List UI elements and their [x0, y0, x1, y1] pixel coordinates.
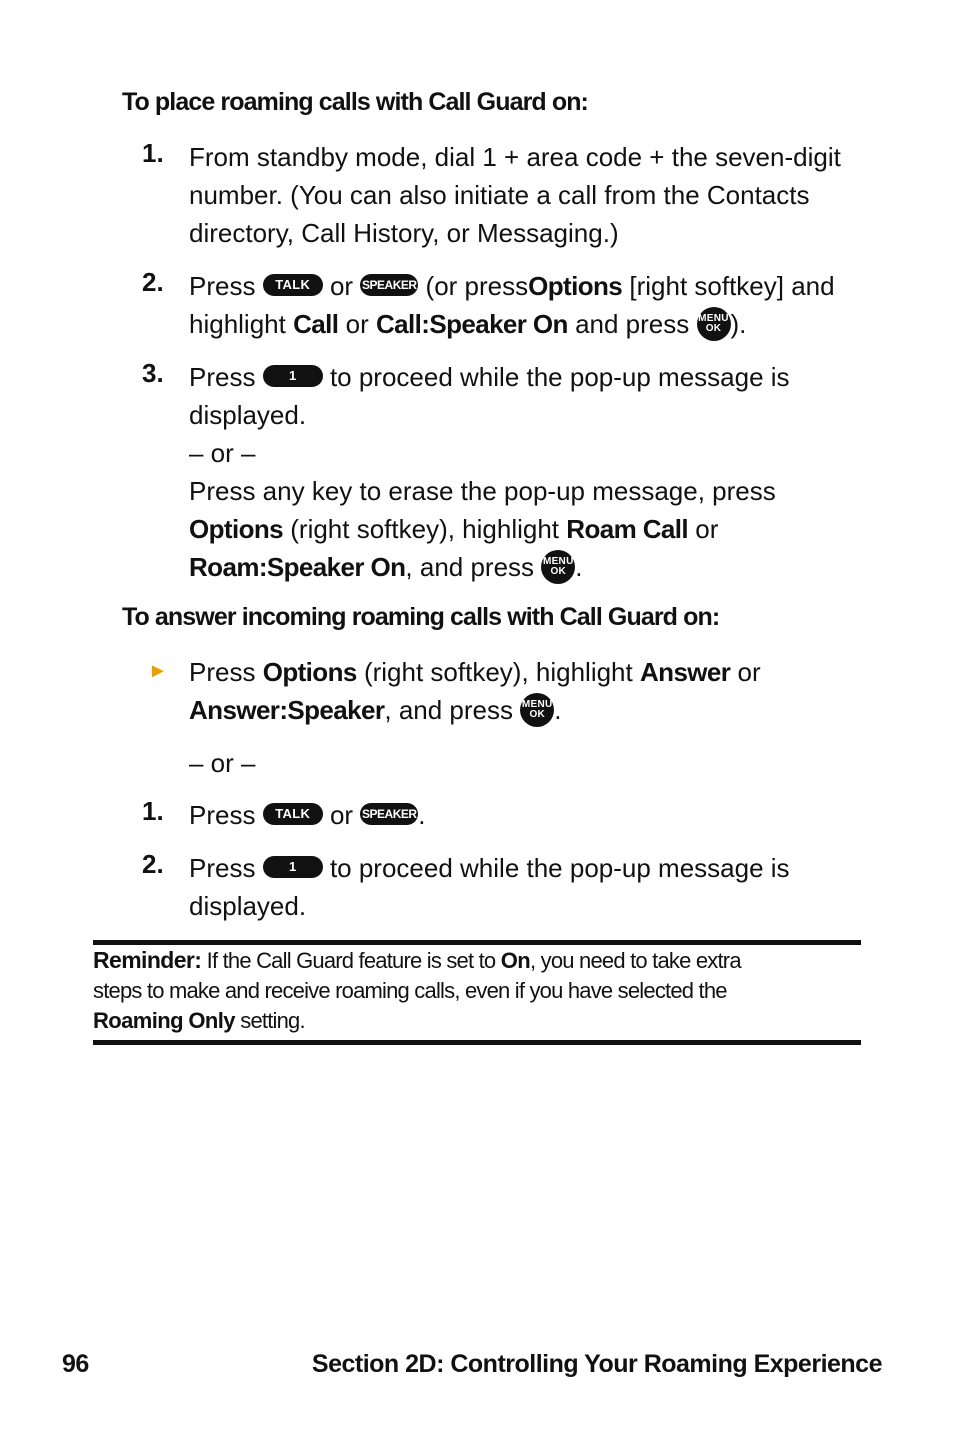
on-label: On	[500, 948, 531, 973]
text-line: displayed.	[189, 891, 307, 921]
text-line: number. (You can also initiate a call from the Contacts	[189, 180, 810, 210]
text-line	[189, 267, 835, 305]
or-text: or	[329, 800, 354, 830]
text-line	[93, 1006, 741, 1036]
text-line: steps to make and receive roaming calls, even if you have selected the	[93, 978, 727, 1003]
answer-step-1-text	[189, 796, 426, 834]
bullet-text	[189, 653, 761, 729]
options-label: Options	[262, 657, 357, 687]
step-1-text	[189, 138, 841, 252]
answer-step-2-text	[189, 849, 790, 925]
section-heading-answer-calls: To answer incoming roaming calls with Call Guard on:	[122, 603, 720, 631]
one-key-icon: 1	[263, 365, 323, 387]
period-text: .	[554, 695, 562, 725]
period-text: .	[575, 552, 583, 582]
or-text: or	[695, 514, 719, 544]
press-text: Press	[189, 800, 256, 830]
and-press-text: , and press	[384, 695, 514, 725]
text-line	[189, 358, 790, 396]
roaming-only-label: Roaming Only	[93, 1008, 235, 1033]
talk-key-icon: TALK	[263, 274, 323, 296]
step-number: 1.	[142, 138, 164, 168]
text-line: displayed.	[189, 400, 307, 430]
menu-ok-key-icon: MENU OK	[520, 693, 554, 727]
or-text: or	[345, 309, 369, 339]
roam-speaker-on-label: Roam:Speaker On	[189, 552, 406, 582]
close-paren-text: ).	[730, 309, 747, 339]
period-text: .	[418, 800, 426, 830]
step-number: 2.	[142, 267, 164, 297]
options-label: Options	[528, 271, 623, 301]
options-label: Options	[189, 514, 284, 544]
text-line: directory, Call History, or Messaging.)	[189, 218, 619, 248]
one-key-icon: 1	[263, 856, 323, 878]
press-text: Press	[189, 853, 256, 883]
bullet-arrow-icon: ►	[148, 660, 168, 682]
page-number: 96	[62, 1350, 89, 1378]
call-label: Call	[293, 309, 339, 339]
menu-ok-key-icon: MENU OK	[541, 550, 575, 584]
softkey-text: (right softkey), highlight	[290, 514, 560, 544]
step-number: 1.	[142, 796, 164, 826]
talk-key-icon: TALK	[263, 803, 323, 825]
section-title: Section 2D: Controlling Your Roaming Experience	[311, 1350, 882, 1378]
step-number: 3.	[142, 358, 164, 388]
reminder-bottom-rule	[93, 1040, 861, 1045]
press-text: Press	[189, 271, 256, 301]
and-press-text: , and press	[405, 552, 535, 582]
or-press-text: (or press	[425, 271, 529, 301]
step-2-text	[189, 267, 835, 343]
text-line	[189, 849, 790, 887]
call-speaker-on-label: Call:Speaker On	[375, 309, 568, 339]
or-text: or	[329, 271, 354, 301]
text-line	[189, 305, 835, 343]
or-separator: – or –	[189, 748, 256, 778]
text-line	[189, 691, 761, 729]
softkey-text: (right softkey), highlight	[363, 657, 633, 687]
step-number: 2.	[142, 849, 164, 879]
highlight-text: highlight	[189, 309, 286, 339]
press-text: Press	[189, 362, 256, 392]
answer-label: Answer	[639, 657, 731, 687]
text-line: From standby mode, dial 1 + area code + the seven-digit	[189, 142, 841, 172]
or-separator: – or –	[189, 438, 256, 468]
reminder-note	[93, 945, 741, 1036]
softkey-text: [right softkey] and	[629, 271, 835, 301]
or-text: or	[737, 657, 761, 687]
step-3-text	[189, 358, 790, 586]
text-line	[189, 510, 790, 548]
proceed-text: to proceed while the pop-up message is	[329, 362, 790, 392]
reminder-text: If the Call Guard feature is set to	[206, 948, 496, 973]
text-line: Press any key to erase the pop-up message, press	[189, 476, 776, 506]
reminder-label: Reminder:	[93, 947, 202, 973]
answer-speaker-label: Answer:Speaker	[189, 695, 385, 725]
speaker-key-icon: SPEAKER	[360, 274, 418, 296]
press-text: Press	[189, 657, 256, 687]
speaker-key-icon: SPEAKER	[360, 803, 418, 825]
reminder-text: , you need to take extra	[530, 948, 741, 973]
text-line	[189, 653, 761, 691]
reminder-text: setting.	[240, 1008, 305, 1033]
proceed-text: to proceed while the pop-up message is	[329, 853, 790, 883]
and-press-text: and press	[575, 309, 690, 339]
roam-call-label: Roam Call	[566, 514, 689, 544]
menu-ok-key-icon: MENU OK	[697, 307, 731, 341]
section-heading-place-calls: To place roaming calls with Call Guard on:	[122, 88, 588, 116]
text-line	[93, 945, 741, 976]
text-line	[189, 548, 790, 586]
